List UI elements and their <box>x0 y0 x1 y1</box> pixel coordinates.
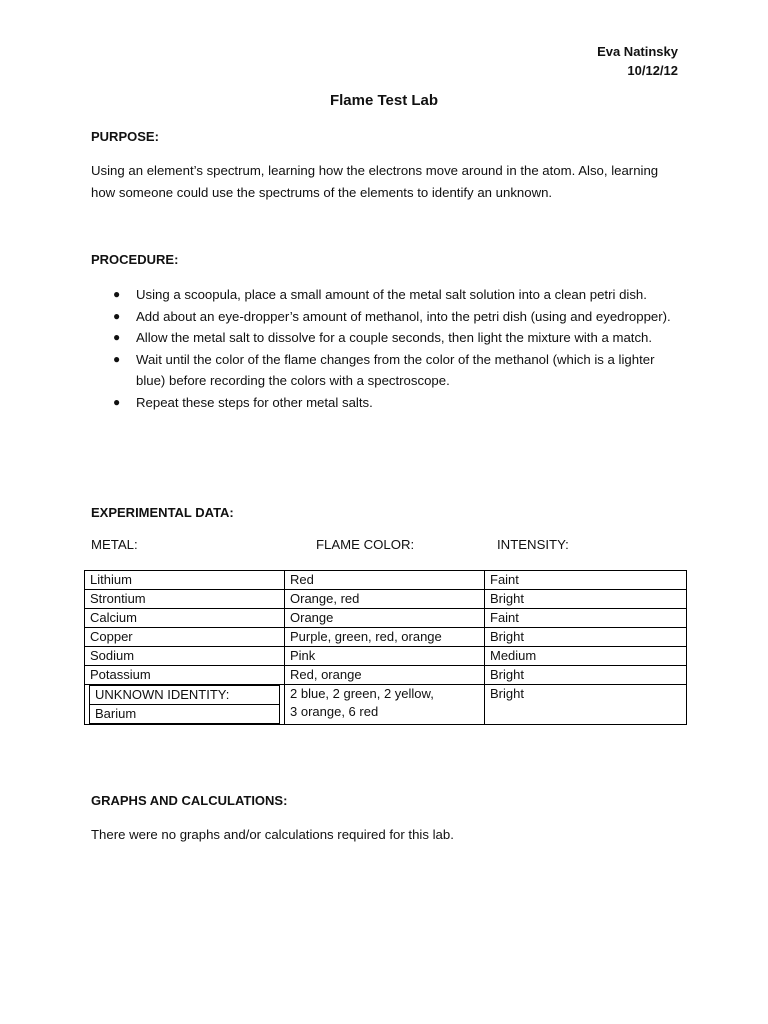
procedure-step-text: Allow the metal salt to dissolve for a couple seconds, then light the mixture with a match. <box>136 330 653 345</box>
unknown-flame-color-cell <box>285 685 485 725</box>
procedure-step <box>91 392 681 414</box>
intensity-cell: Faint <box>485 571 687 590</box>
metal-cell: Calcium <box>85 609 285 628</box>
metal-cell: Copper <box>85 628 285 647</box>
intensity-cell: Bright <box>485 590 687 609</box>
purpose-heading: PURPOSE: <box>91 129 159 144</box>
procedure-heading: PROCEDURE: <box>91 252 179 267</box>
document-date: 10/12/12 <box>627 63 678 78</box>
flame-color-cell: Pink <box>285 647 485 666</box>
intensity-cell: Bright <box>485 628 687 647</box>
procedure-step <box>91 284 681 306</box>
column-header-flame-color: FLAME COLOR: <box>316 537 415 552</box>
table-row-unknown <box>85 685 687 725</box>
metal-cell: Lithium <box>85 571 285 590</box>
intensity-cell: Faint <box>485 609 687 628</box>
unknown-color-line-2: 3 orange, 6 red <box>290 704 379 719</box>
procedure-step <box>91 306 681 328</box>
flame-color-cell: Orange <box>285 609 485 628</box>
graphs-heading: GRAPHS AND CALCULATIONS: <box>91 793 288 808</box>
bullet-icon: ● <box>113 287 121 301</box>
metal-cell: Sodium <box>85 647 285 666</box>
column-header-metal: METAL: <box>91 537 138 552</box>
table-row <box>85 571 687 590</box>
procedure-list <box>91 284 681 413</box>
unknown-color-line-1: 2 blue, 2 green, 2 yellow, <box>290 686 434 701</box>
flame-color-cell: Red <box>285 571 485 590</box>
purpose-text: Using an element’s spectrum, learning how the electrons move around in the atom. Also, learning how someone could use the spectrums of the elements to identify an unknown. <box>91 163 659 200</box>
unknown-identity-value: Barium <box>90 704 279 723</box>
unknown-intensity-cell: Bright <box>485 685 687 725</box>
table-row <box>85 590 687 609</box>
unknown-metal-cell <box>85 685 285 725</box>
metal-cell: Potassium <box>85 666 285 685</box>
intensity-cell: Medium <box>485 647 687 666</box>
procedure-step <box>91 327 681 349</box>
procedure-step-text: Repeat these steps for other metal salts. <box>136 394 373 410</box>
graphs-text: There were no graphs and/or calculations required for this lab. <box>91 827 454 842</box>
flame-color-cell: Red, orange <box>285 666 485 685</box>
table-row <box>85 666 687 685</box>
unknown-identity-box <box>89 685 280 724</box>
column-header-intensity: INTENSITY: <box>497 537 569 552</box>
intensity-cell: Bright <box>485 666 687 685</box>
bullet-icon: ● <box>113 394 121 409</box>
flame-color-cell: Orange, red <box>285 590 485 609</box>
procedure-step-text: Using a scoopula, place a small amount of the metal salt solution into a clean petri dish. <box>136 287 647 302</box>
bullet-icon: ● <box>113 330 121 344</box>
bullet-icon: ● <box>113 308 121 323</box>
table-row <box>85 609 687 628</box>
metal-cell: Strontium <box>85 590 285 609</box>
procedure-step-text: Add about an eye-dropper’s amount of methanol, into the petri dish (using and eyedropper). <box>136 308 671 324</box>
unknown-identity-label: UNKNOWN IDENTITY: <box>95 687 230 702</box>
author-name: Eva Natinsky <box>597 44 678 59</box>
flame-color-cell: Purple, green, red, orange <box>285 628 485 647</box>
experimental-data-heading: EXPERIMENTAL DATA: <box>91 505 234 520</box>
table-row <box>85 647 687 666</box>
procedure-step-text: Wait until the color of the flame changes from the color of the methanol (which is a lighter blue) before recording the colors with a spectroscope. <box>136 351 655 388</box>
table-row <box>85 628 687 647</box>
procedure-step <box>91 349 681 392</box>
document-title: Flame Test Lab <box>329 92 439 109</box>
experimental-data-table <box>84 570 687 725</box>
bullet-icon: ● <box>113 351 121 366</box>
